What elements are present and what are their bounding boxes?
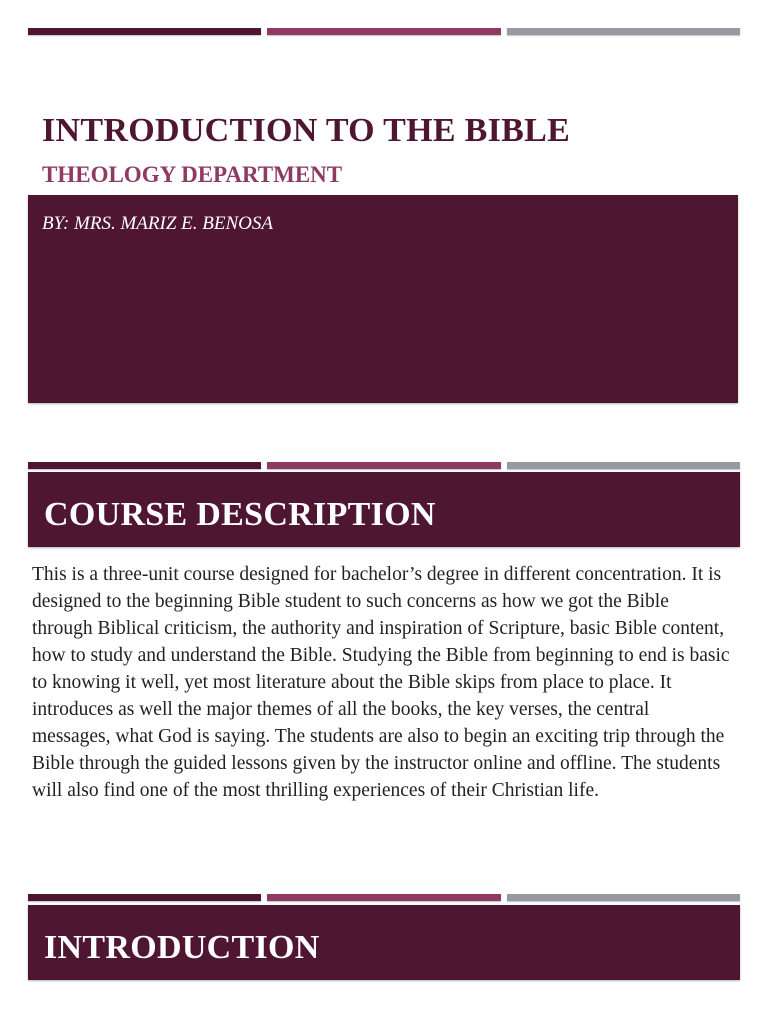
stripe-plum <box>267 28 500 35</box>
author-byline: BY: MRS. MARIZ E. BENOSA <box>42 213 273 234</box>
introduction-banner <box>28 905 740 980</box>
decorative-stripes-top <box>28 28 740 35</box>
slide-subtitle: THEOLOGY DEPARTMENT <box>42 162 343 187</box>
stripe-dark <box>28 28 261 35</box>
course-description-heading: COURSE DESCRIPTION <box>44 496 436 533</box>
stripe-plum <box>267 894 500 901</box>
introduction-heading: INTRODUCTION <box>44 929 320 966</box>
slide-title: INTRODUCTION TO THE BIBLE <box>42 112 571 149</box>
course-description-text: This is a three-unit course designed for bachelor’s degree in different concentration. It is designed to the beginning Bible student to such concerns as how we got the Bible through Biblical criticism, the authority and inspiration of Scripture, basic Bible content, how to study and understand the Bible. Studying the Bible from beginning to end is basic to knowing it well, yet most literature about the Bible skips from place to place. It introduces as well the major themes of all the books, the key verses, the central messages, what God is saying. The students are also to begin an exciting trip through the Bible through the guided lessons given by the instructor online and offline. The students will also find one of the most thrilling experiences of their Christian life. <box>32 564 730 801</box>
stripe-dark <box>28 894 261 901</box>
stripe-dark <box>28 462 261 469</box>
stripe-gray <box>507 462 740 469</box>
decorative-stripes-intro <box>28 894 740 901</box>
stripe-gray <box>507 894 740 901</box>
course-description-banner <box>28 472 740 547</box>
decorative-stripes-course <box>28 462 740 469</box>
stripe-gray <box>507 28 740 35</box>
author-panel <box>28 195 738 403</box>
stripe-plum <box>267 462 500 469</box>
